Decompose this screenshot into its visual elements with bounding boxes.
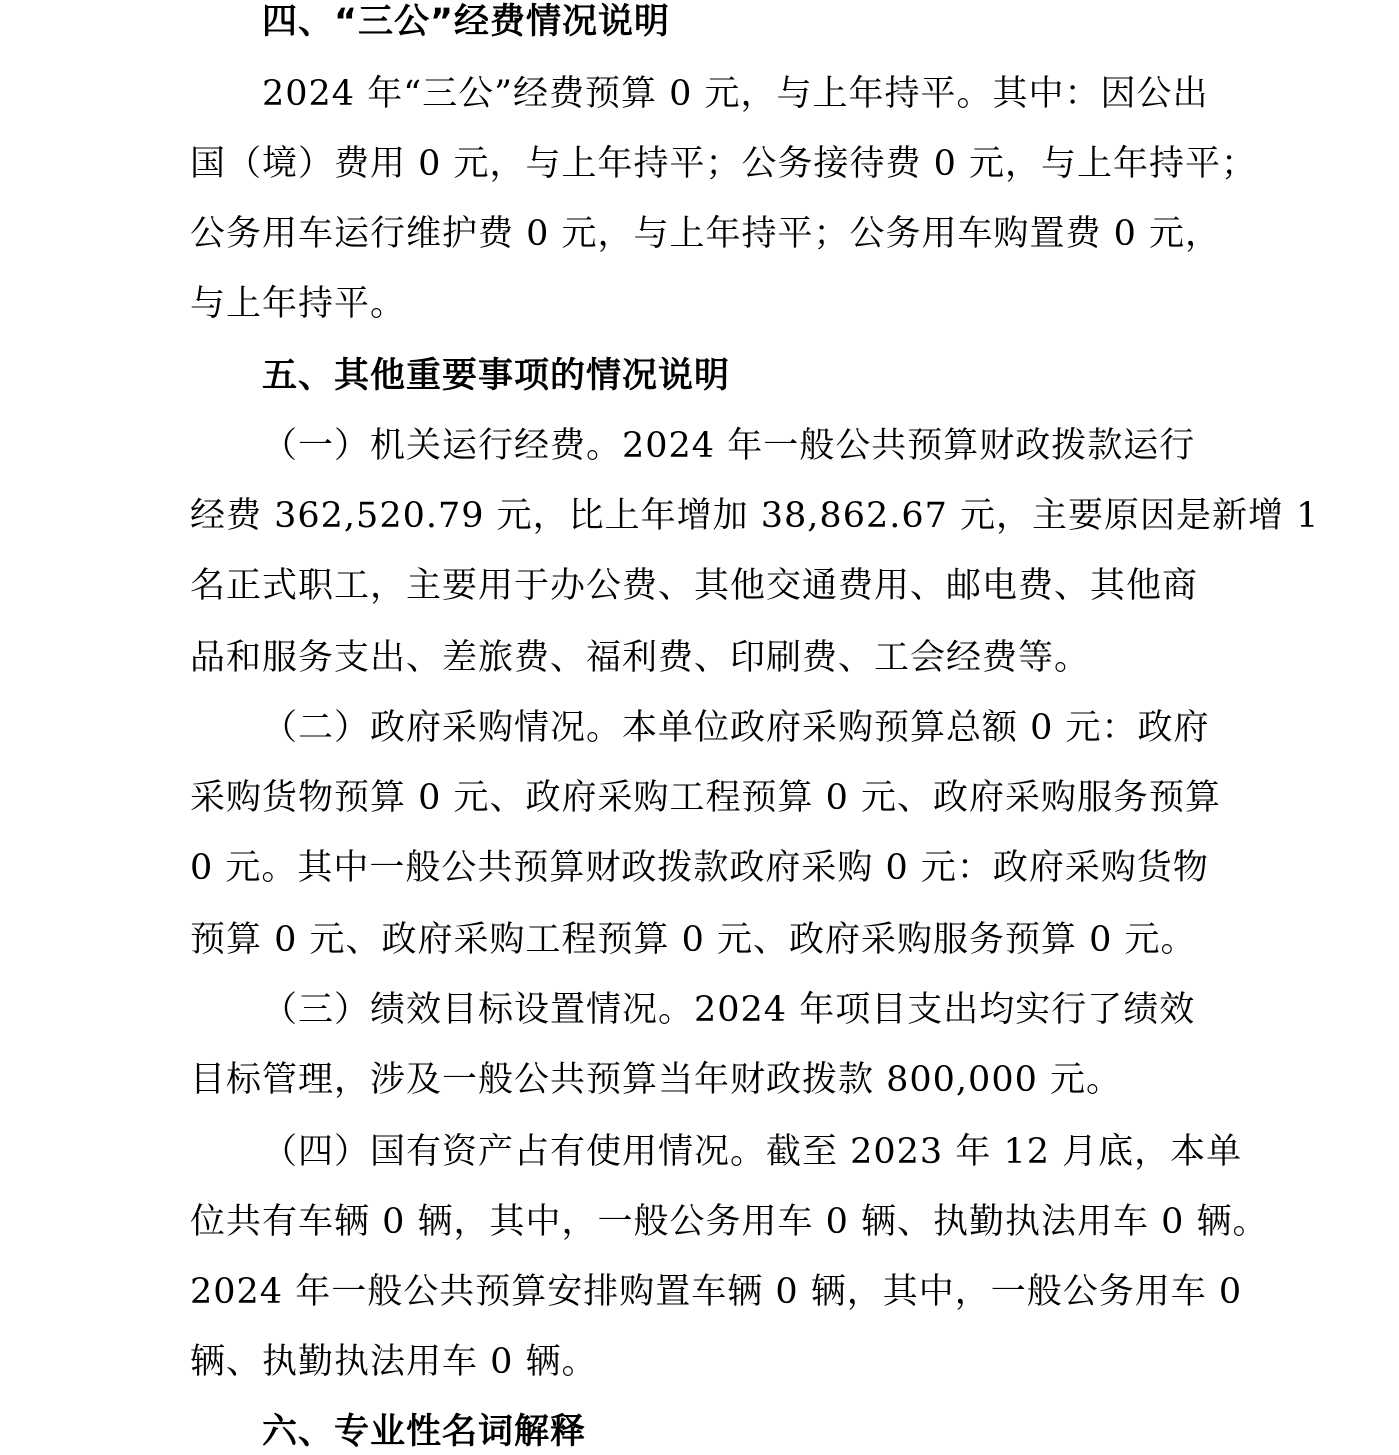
paragraph-line: 目标管理，涉及一般公共预算当年财政拨款 800,000 元。 bbox=[190, 1060, 1122, 1100]
paragraph-line: 位共有车辆 0 辆，其中，一般公务用车 0 辆、执勤执法用车 0 辆。 bbox=[190, 1202, 1269, 1242]
paragraph-line: 0 元。其中一般公共预算财政拨款政府采购 0 元：政府采购货物 bbox=[190, 848, 1209, 888]
paragraph-line: （四）国有资产占有使用情况。截至 2023 年 12 月底，本单 bbox=[262, 1132, 1243, 1172]
paragraph-line: 2024 年“三公”经费预算 0 元，与上年持平。其中：因公出 bbox=[262, 74, 1209, 114]
paragraph-line: 品和服务支出、差旅费、福利费、印刷费、工会经费等。 bbox=[190, 638, 1091, 678]
paragraph-line: 公务用车运行维护费 0 元，与上年持平；公务用车购置费 0 元， bbox=[190, 214, 1222, 254]
paragraph-line: 名正式职工，主要用于办公费、其他交通费用、邮电费、其他商 bbox=[190, 566, 1199, 606]
paragraph-line: （二）政府采购情况。本单位政府采购预算总额 0 元：政府 bbox=[262, 708, 1210, 748]
paragraph-line: 采购货物预算 0 元、政府采购工程预算 0 元、政府采购服务预算 bbox=[190, 778, 1222, 818]
paragraph-line: 与上年持平。 bbox=[190, 284, 407, 324]
paragraph-line: 辆、执勤执法用车 0 辆。 bbox=[190, 1342, 598, 1382]
section-heading-sangong: 四、“三公”经费情况说明 bbox=[262, 2, 671, 42]
section-heading-other-matters: 五、其他重要事项的情况说明 bbox=[262, 356, 731, 396]
paragraph-line: 2024 年一般公共预算安排购置车辆 0 辆，其中，一般公务用车 0 bbox=[190, 1272, 1243, 1312]
paragraph-line: （三）绩效目标设置情况。2024 年项目支出均实行了绩效 bbox=[262, 990, 1196, 1030]
section-heading-terms: 六、专业性名词解释 bbox=[262, 1412, 587, 1452]
paragraph-line: 国（境）费用 0 元，与上年持平；公务接待费 0 元，与上年持平； bbox=[190, 144, 1258, 184]
paragraph-line: （一）机关运行经费。2024 年一般公共预算财政拨款运行 bbox=[262, 426, 1196, 466]
paragraph-line: 预算 0 元、政府采购工程预算 0 元、政府采购服务预算 0 元。 bbox=[190, 920, 1197, 960]
paragraph-line: 经费 362,520.79 元，比上年增加 38,862.67 元，主要原因是新增 1 bbox=[190, 496, 1320, 536]
